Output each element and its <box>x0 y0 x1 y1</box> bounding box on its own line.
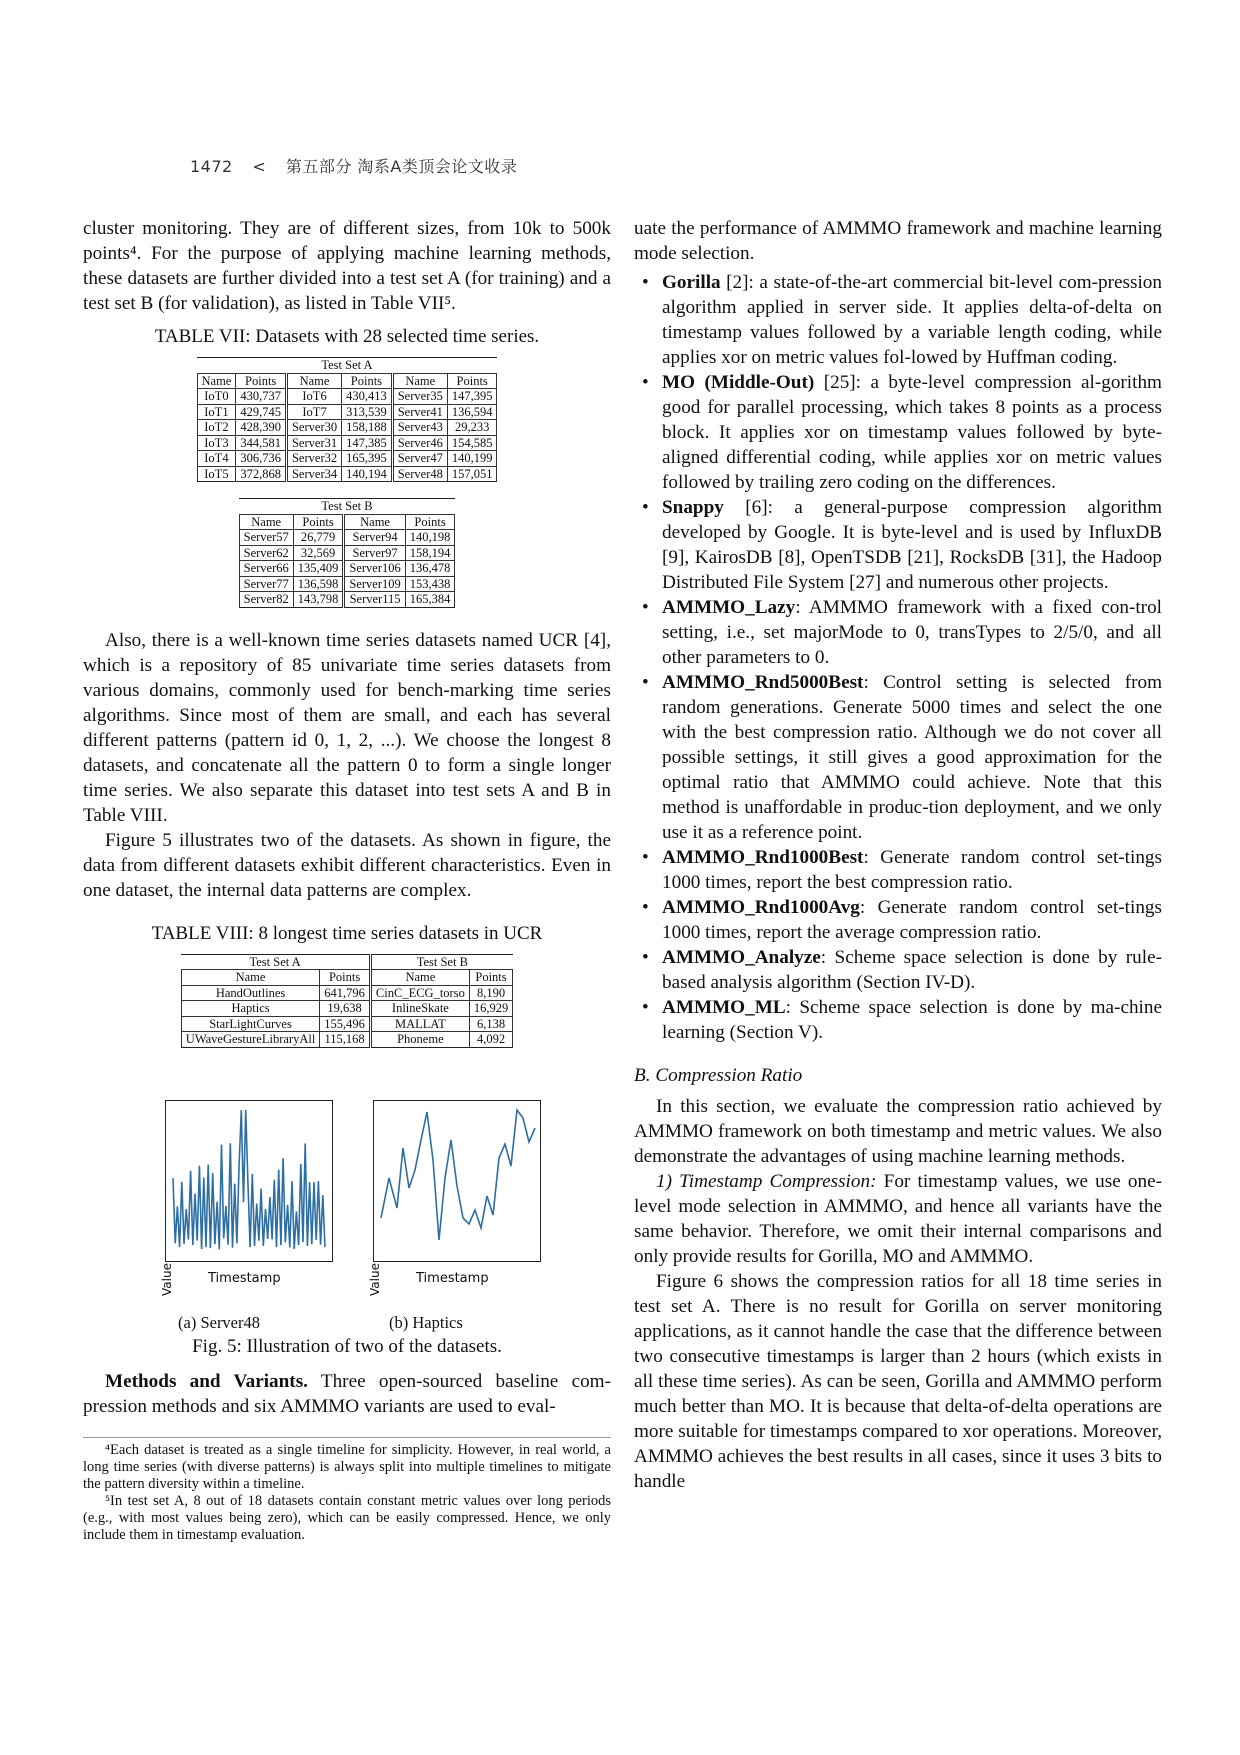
item-text: [25]: a byte-level compression al-gorithm good for parallel processing, which takes 8 points as a process block. It applies xor on timestamp values followed by byte-aligned differential coding, while applies xor on metric values followed by trailing zero coding on the differences. <box>662 372 1162 493</box>
cell: 641,796 <box>320 985 371 1001</box>
col-header: Points <box>320 970 371 986</box>
section-title: B. Compression Ratio <box>634 1065 803 1086</box>
col-header: Points <box>405 514 455 530</box>
plot-a-xlabel: Timestamp <box>208 1270 281 1286</box>
list-item <box>662 995 1162 1045</box>
header-arrow: < <box>252 157 267 176</box>
item-text: : AMMMO framework with a fixed con-trol setting, i.e., set majorMode to 0, transTypes to 2/5/0, and all other parameters to 0. <box>662 597 1162 668</box>
subsection-text: For timestamp values, we use one-level mode selection in AMMMO, and hence all variants have the same behavior. Therefore, we omit their internal comparisons and only provide results for Gorilla, MO and AMMMO. <box>634 1171 1162 1267</box>
col-header: Points <box>236 373 287 389</box>
left-column <box>83 216 611 1544</box>
cell: Server106 <box>344 561 405 577</box>
cell: 19,638 <box>320 1001 371 1017</box>
table8-header-row <box>181 970 512 986</box>
col-header: Name <box>181 970 320 986</box>
table7b-header-row <box>239 514 455 530</box>
cell: Server30 <box>286 420 341 436</box>
subcaption-b: (b) Haptics <box>389 1312 463 1332</box>
table8-ucr <box>181 954 513 1048</box>
cell: 429,745 <box>236 404 287 420</box>
table7-test-set-b <box>239 498 456 608</box>
figure-5 <box>83 1100 611 1310</box>
cell: 136,594 <box>447 404 497 420</box>
plot-b-xlabel: Timestamp <box>416 1270 489 1286</box>
col-header: Name <box>286 373 341 389</box>
col-header: Name <box>370 970 469 986</box>
cell: Server97 <box>344 545 405 561</box>
table-row <box>239 561 455 577</box>
list-item <box>662 945 1162 995</box>
list-item <box>662 370 1162 495</box>
cell: 306,736 <box>236 451 287 467</box>
cell: Server32 <box>286 451 341 467</box>
list-item <box>662 495 1162 595</box>
table8-title-a: Test Set A <box>181 954 370 970</box>
table-row <box>181 985 512 1001</box>
list-item <box>662 670 1162 845</box>
cell: 32,569 <box>293 545 344 561</box>
table-row <box>197 435 497 451</box>
cell: Server94 <box>344 530 405 546</box>
list-item <box>662 895 1162 945</box>
col-header: Name <box>344 514 405 530</box>
table-row <box>197 451 497 467</box>
ucr-paragraph: Also, there is a well-known time series datasets named UCR [4], which is a repository of 85 univariate time series datasets from various domains, commonly used for bench-marking time series algorithms. Since most of them are small, and each has several different patterns (pattern id 0, 1, 2, ...). We choose the longest 8 datasets, and concatenate all the pattern 0 to form a single longer time series. We also separate this dataset into test sets A and B in Table VIII. <box>83 629 611 826</box>
item-text: [6]: a general-purpose compression algorithm developed by Google. It is byte-level and is used by InfluxDB [9], KairosDB [8], OpenTSDB [21], RocksDB [31], the Hadoop Distributed File System [27] and numerous other projects. <box>662 497 1162 593</box>
cell: 155,496 <box>320 1016 371 1032</box>
item-text: : Scheme space selection is done by ma-chine learning (Section V). <box>662 997 1162 1043</box>
cell: 158,188 <box>342 420 393 436</box>
cell: IoT7 <box>286 404 341 420</box>
plot-b <box>373 1100 541 1262</box>
list-item <box>662 270 1162 370</box>
page-header <box>190 154 531 177</box>
cell: 165,384 <box>405 592 455 608</box>
cell: 158,194 <box>405 545 455 561</box>
table-row <box>197 466 497 482</box>
cell: 313,539 <box>342 404 393 420</box>
cell: 154,585 <box>447 435 497 451</box>
cell: 372,868 <box>236 466 287 482</box>
cell: Server47 <box>392 451 447 467</box>
table7-caption: TABLE VII: Datasets with 28 selected time series. <box>154 326 540 347</box>
cell: 136,598 <box>293 576 344 592</box>
col-header: Name <box>197 373 236 389</box>
item-name: AMMMO_Rnd5000Best <box>662 672 864 693</box>
cell: InlineSkate <box>370 1001 469 1017</box>
item-name: AMMMO_Rnd1000Best <box>662 847 864 868</box>
right-column <box>634 216 1162 1494</box>
item-name: Snappy <box>662 497 724 518</box>
cell: MALLAT <box>370 1016 469 1032</box>
right-intro-paragraph: uate the performance of AMMMO framework and machine learning mode selection. <box>634 218 1162 264</box>
plot-b-series-line <box>381 1110 535 1240</box>
cell: 26,779 <box>293 530 344 546</box>
cell: 165,395 <box>342 451 393 467</box>
variants-list <box>634 270 1162 1045</box>
table7a-header-row <box>197 373 497 389</box>
table8-caption: TABLE VIII: 8 longest time series datasets in UCR <box>151 922 543 944</box>
item-name: Gorilla <box>662 272 721 293</box>
item-text: [2]: a state-of-the-art commercial bit-level com-pression algorithm applied in server side. It applies delta-of-delta on timestamp values followed by a variable length coding, while applies xor on metric values fol-lowed by Huffman coding. <box>662 272 1162 368</box>
table-row <box>239 530 455 546</box>
cell: 4,092 <box>469 1032 512 1048</box>
cell: Server115 <box>344 592 405 608</box>
cell: Server48 <box>392 466 447 482</box>
cell: 140,198 <box>405 530 455 546</box>
cell: 153,438 <box>405 576 455 592</box>
subcaption-a: (a) Server48 <box>178 1312 261 1332</box>
table-row <box>239 545 455 561</box>
col-header: Points <box>342 373 393 389</box>
table7b-title: Test Set B <box>239 499 455 515</box>
table7a-title: Test Set A <box>197 358 497 374</box>
cell: Server66 <box>239 561 293 577</box>
cell: IoT5 <box>197 466 236 482</box>
cell: IoT4 <box>197 451 236 467</box>
cell: Server43 <box>392 420 447 436</box>
list-item <box>662 595 1162 670</box>
cell: 157,051 <box>447 466 497 482</box>
table-row <box>181 1032 512 1048</box>
cell: 140,199 <box>447 451 497 467</box>
footnote-4: ⁴Each dataset is treated as a single timeline for simplicity. However, in real world, a long time series (with diverse patterns) is always split into multiple timelines to mitigate the pattern diversity within a timeline. <box>83 1441 611 1492</box>
cell: IoT1 <box>197 404 236 420</box>
cell: Server31 <box>286 435 341 451</box>
item-text: : Generate random control set-tings 1000 times, report the best compression ratio. <box>662 847 1162 893</box>
cell: 140,194 <box>342 466 393 482</box>
cell: UWaveGestureLibraryAll <box>181 1032 320 1048</box>
item-text: : Scheme space selection is done by rule-based analysis algorithm (Section IV-D). <box>662 947 1162 993</box>
methods-text: Three open-sourced baseline com-pression methods and six AMMMO variants are used to eval- <box>83 1370 611 1417</box>
cell: IoT6 <box>286 389 341 405</box>
cell: 29,233 <box>447 420 497 436</box>
cell: HandOutlines <box>181 985 320 1001</box>
cell: 143,798 <box>293 592 344 608</box>
cell: 136,478 <box>405 561 455 577</box>
cell: 147,385 <box>342 435 393 451</box>
cell: IoT0 <box>197 389 236 405</box>
cell: IoT2 <box>197 420 236 436</box>
header-section: 第五部分 淘系A类顶会论文收录 <box>285 157 518 176</box>
col-header: Points <box>293 514 344 530</box>
cell: Server109 <box>344 576 405 592</box>
compression-ratio-paragraph: In this section, we evaluate the compression ratio achieved by AMMMO framework on both timestamp and metric values. We also demonstrate the advantages of using machine learning methods. <box>634 1096 1162 1167</box>
cell: 344,581 <box>236 435 287 451</box>
footnotes <box>83 1437 611 1544</box>
cell: 115,168 <box>320 1032 371 1048</box>
cell: 8,190 <box>469 985 512 1001</box>
table-row <box>197 389 497 405</box>
cell: Server46 <box>392 435 447 451</box>
item-name: AMMMO_Lazy <box>662 597 796 618</box>
cell: 430,737 <box>236 389 287 405</box>
cell: Haptics <box>181 1001 320 1017</box>
footnote-5: ⁵In test set A, 8 out of 18 datasets contain constant metric values over long periods (e.g., with most values being zero), which can be easily compressed. Hence, we only include them in timestamp evaluation. <box>83 1492 611 1543</box>
plot-a <box>165 1100 333 1262</box>
table-row <box>181 1016 512 1032</box>
subsection-title: 1) Timestamp Compression: <box>656 1171 877 1192</box>
col-header: Points <box>469 970 512 986</box>
cell: Server62 <box>239 545 293 561</box>
cell: 428,390 <box>236 420 287 436</box>
table-row <box>239 576 455 592</box>
plot-a-ylabel: Value <box>160 1262 174 1296</box>
item-name: AMMMO_Analyze <box>662 947 821 968</box>
cell: 6,138 <box>469 1016 512 1032</box>
figure6-paragraph: Figure 6 shows the compression ratios for all 18 time series in test set A. There is no result for Gorilla on server monitoring applications, as it cannot handle the case that the difference between two consecutive timestamps is larger than 2 hours (which exists in all these time series). As can be seen, Gorilla and AMMMO perform much better than MO. It is because that delta-of-delta operations are more suitable for timestamps compared to xor operations. Moreover, AMMMO achieves the best results in all cases, since it uses 3 bits to handle <box>634 1271 1162 1492</box>
left-intro-paragraph: cluster monitoring. They are of different sizes, from 10k to 500k points⁴. For the purpose of applying machine learning methods, these datasets are further divided into a test set A (for training) and a test set B (for validation), as listed in Table VII⁵. <box>83 218 611 314</box>
cell: 430,413 <box>342 389 393 405</box>
table-row <box>181 1001 512 1017</box>
fig5-paragraph: Figure 5 illustrates two of the datasets. As shown in figure, the data from different datasets exhibit different characteristics. Even in one dataset, the internal data patterns are complex. <box>83 829 611 901</box>
col-header: Name <box>239 514 293 530</box>
page-number: 1472 <box>190 157 233 176</box>
figure-5-caption: Fig. 5: Illustration of two of the datasets. <box>192 1335 502 1357</box>
item-name: AMMMO_Rnd1000Avg <box>662 897 860 918</box>
table-row <box>239 592 455 608</box>
col-header: Name <box>392 373 447 389</box>
cell: 16,929 <box>469 1001 512 1017</box>
item-text: : Control setting is selected from random generations. Generate 5000 times and select the one with the best compression ratio. Although we do not cover all possible settings, it still gives a good approximation for the optimal ratio that AMMMO could achieve. Note that this method is unaffordable in produc-tion deployment, and we only use it as a reference point. <box>662 672 1162 843</box>
item-name: MO (Middle-Out) <box>662 372 815 393</box>
table7-test-set-a <box>197 357 498 482</box>
table-row <box>197 404 497 420</box>
cell: 147,395 <box>447 389 497 405</box>
cell: Server82 <box>239 592 293 608</box>
cell: IoT3 <box>197 435 236 451</box>
item-name: AMMMO_ML <box>662 997 786 1018</box>
list-item <box>662 845 1162 895</box>
table-row <box>197 420 497 436</box>
methods-title: Methods and Variants. <box>105 1370 308 1392</box>
cell: Server35 <box>392 389 447 405</box>
cell: Server41 <box>392 404 447 420</box>
cell: Server77 <box>239 576 293 592</box>
cell: Server34 <box>286 466 341 482</box>
plot-b-svg <box>373 1100 541 1262</box>
table8-title-b: Test Set B <box>370 954 512 970</box>
cell: Phoneme <box>370 1032 469 1048</box>
plot-a-svg <box>165 1100 333 1262</box>
cell: CinC_ECG_torso <box>370 985 469 1001</box>
timestamp-compression-paragraph <box>634 1169 1162 1269</box>
cell: StarLightCurves <box>181 1016 320 1032</box>
item-text: : Generate random control set-tings 1000 times, report the average compression ratio. <box>662 897 1162 943</box>
plot-b-ylabel: Value <box>368 1262 382 1296</box>
methods-paragraph <box>83 1369 611 1419</box>
cell: 135,409 <box>293 561 344 577</box>
cell: Server57 <box>239 530 293 546</box>
plot-a-series-line <box>173 1110 325 1249</box>
col-header: Points <box>447 373 497 389</box>
